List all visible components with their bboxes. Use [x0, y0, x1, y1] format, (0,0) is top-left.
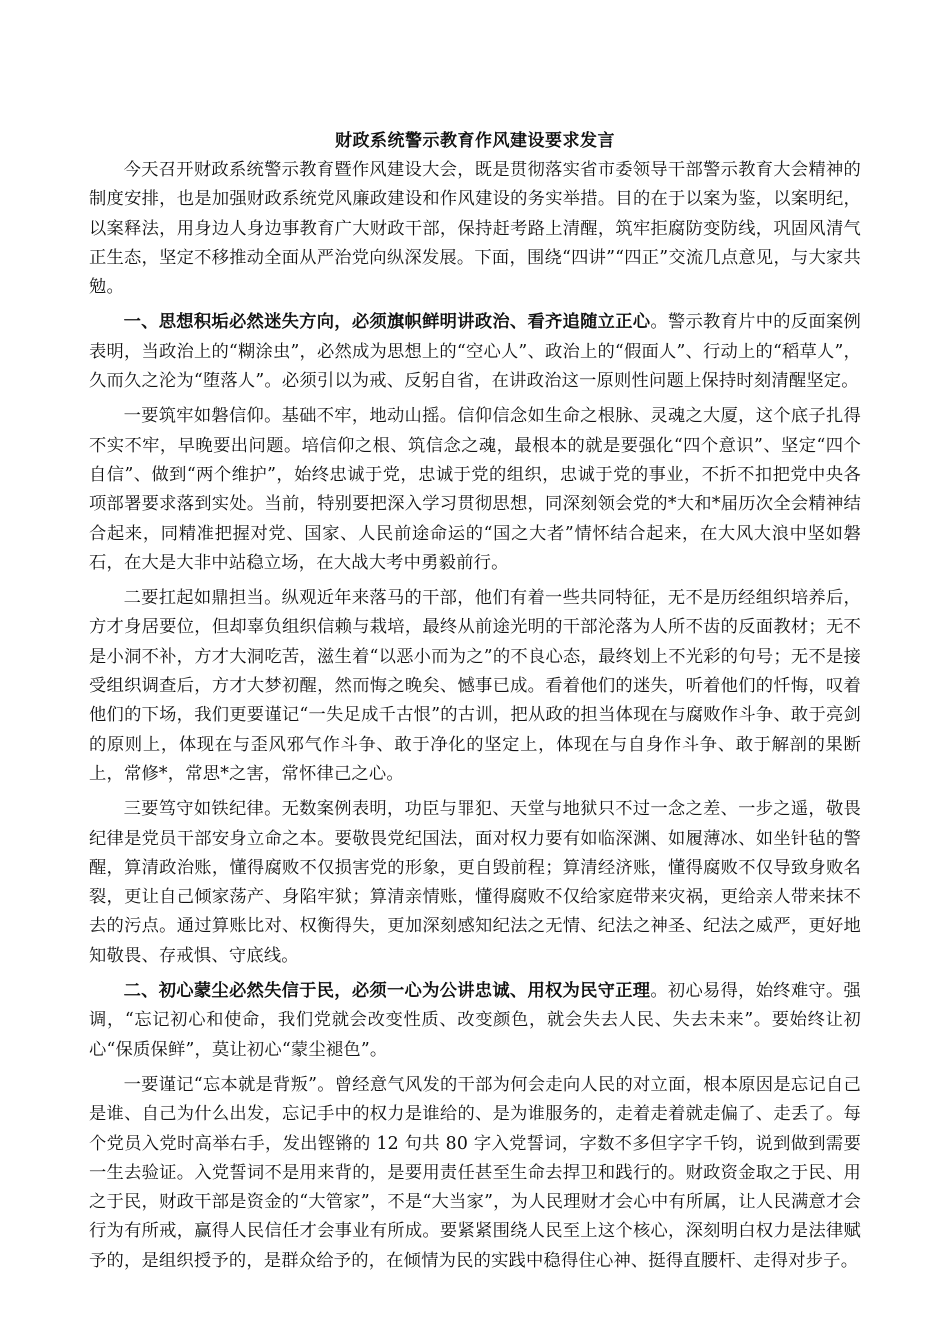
point-2-1-paragraph	[89, 1071, 861, 1276]
section-two-heading-paragraph	[89, 977, 861, 1065]
section-one-heading-paragraph	[89, 308, 861, 396]
paragraph-text: 一要谨记“忘本就是背叛”。曾经意气风发的干部为何会走向人民的对立面，根本原因是忘记自己是谁、自己为什么出发，忘记手中的权力是谁给的、是为谁服务的，走着走着就走偏了、走丢了。每个党员入党时高举右手，发出铿锵的 12 句共 80 字入党誓词，字数不多但字字千钧，说到做到需要一生去验证。入党誓词不是用来背的，是要用责任甚至生命去捍卫和践行的。财政资金取之于民、用之于民，财政干部是资金的“大管家”，不是“大当家”，为人民理财才会心中有所属，让人民满意才会行为有所戒，赢得人民信任才会事业有所成。要紧紧围绕人民至上这个核心，深刻明白权力是法律赋予的，是组织授予的，是群众给予的，在倾情为民的实践中稳得住心神、挺得直腰杆、走得对步子。	[89, 1074, 861, 1271]
paragraph-text: 三要笃守如铁纪律。无数案例表明，功臣与罪犯、天堂与地狱只不过一念之差、一步之遥，敬畏纪律是党员干部安身立命之本。要敬畏党纪国法，面对权力要有如临深渊、如履薄冰、如坐针毡的警醒，算清政治账，懂得腐败不仅损害党的形象，更自毁前程；算清经济账，懂得腐败不仅导致身败名裂，更让自己倾家荡产、身陷牢狱；算清亲情账，懂得腐败不仅给家庭带来灾祸，更给亲人带来抹不去的污点。通过算账比对、权衡得失，更加深刻感知纪法之无情、纪法之神圣、纪法之威严，更好地知敬畏、存戒惧、守底线。	[89, 799, 861, 966]
section-heading: 二、初心蒙尘必然失信于民，必须一心为公讲忠诚、用权为民守正理	[123, 981, 651, 1002]
point-1-3-paragraph	[89, 795, 861, 971]
section-heading: 一、思想积垢必然迷失方向，必须旗帜鲜明讲政治、看齐追随立正心	[123, 312, 651, 333]
intro-paragraph	[89, 156, 861, 302]
paragraph-text: 二要扛起如鼎担当。纵观近年来落马的干部，他们有着一些共同特征，无不是历经组织培养后，方才身居要位，但却辜负组织信赖与栽培，最终从前途光明的干部沦落为人所不齿的反面教材；无不是小洞不补，方才大洞吃苦，滋生着“以恶小而为之”的不良心态，最终划上不光彩的句号；无不是接受组织调查后，方才大梦初醒，然而悔之晚矣、憾事已成。看着他们的迷失，听着他们的忏悔，叹着他们的下场，我们更要谨记“一失足成千古恨”的古训，把从政的担当体现在与腐败作斗争、敢于亮剑的原则上，体现在与歪风邪气作斗争、敢于净化的坚定上，体现在与自身作斗争、敢于解剖的果断上，常修*，常思*之害，常怀律己之心。	[89, 588, 861, 784]
paragraph-text: 。初心易得，始终难守。强调，“忘记初心和使命，我们党就会改变性质、改变颜色，就会失去人民、失去未来”。要始终让初心“保质保鲜”，莫让初心“蒙尘褪色”。	[89, 981, 861, 1060]
document-title: 财政系统警示教育作风建设要求发言	[335, 131, 615, 151]
paragraph-text: 一要筑牢如磐信仰。基础不牢，地动山摇。信仰信念如生命之根脉、灵魂之大厦，这个底子扎得不实不牢，早晚要出问题。培信仰之根、筑信念之魂，最根本的就是要强化“四个意识”、坚定“四个自信”、做到“两个维护”，始终忠诚于党，忠诚于党的组织，忠诚于党的事业，不折不扣把党中央各项部署要求落到实处。当前，特别要把深入学习贯彻思想，同深刻领会党的*大和*届历次全会精神结合起来，同精准把握对党、国家、人民前途命运的“国之大者”情怀结合起来，在大风大浪中坚如磐石，在大是大非中站稳立场，在大战大考中勇毅前行。	[89, 406, 861, 573]
point-1-2-paragraph	[89, 584, 861, 789]
point-1-1-paragraph	[89, 402, 861, 578]
paragraph-text: 今天召开财政系统警示教育暨作风建设大会，既是贯彻落实省市委领导干部警示教育大会精神的制度安排，也是加强财政系统党风廉政建设和作风建设的务实举措。目的在于以案为鉴，以案明纪，以案释法，用身边人身边事教育广大财政干部，保持赶考路上清醒，筑牢拒腐防变防线，巩固风清气正生态，坚定不移推动全面从严治党向纵深发展。下面，围绕“四讲”“四正”交流几点意见，与大家共勉。	[89, 160, 861, 298]
document-page	[89, 128, 861, 1282]
paragraph-text: 。警示教育片中的反面案例表明，当政治上的“糊涂虫”，必然成为思想上的“空心人”、政治上的“假面人”、行动上的“稻草人”，久而久之沦为“堕落人”。必须引以为戒、反躬自省，在讲政治这一原则性问题上保持时刻清醒坚定。	[89, 312, 861, 392]
